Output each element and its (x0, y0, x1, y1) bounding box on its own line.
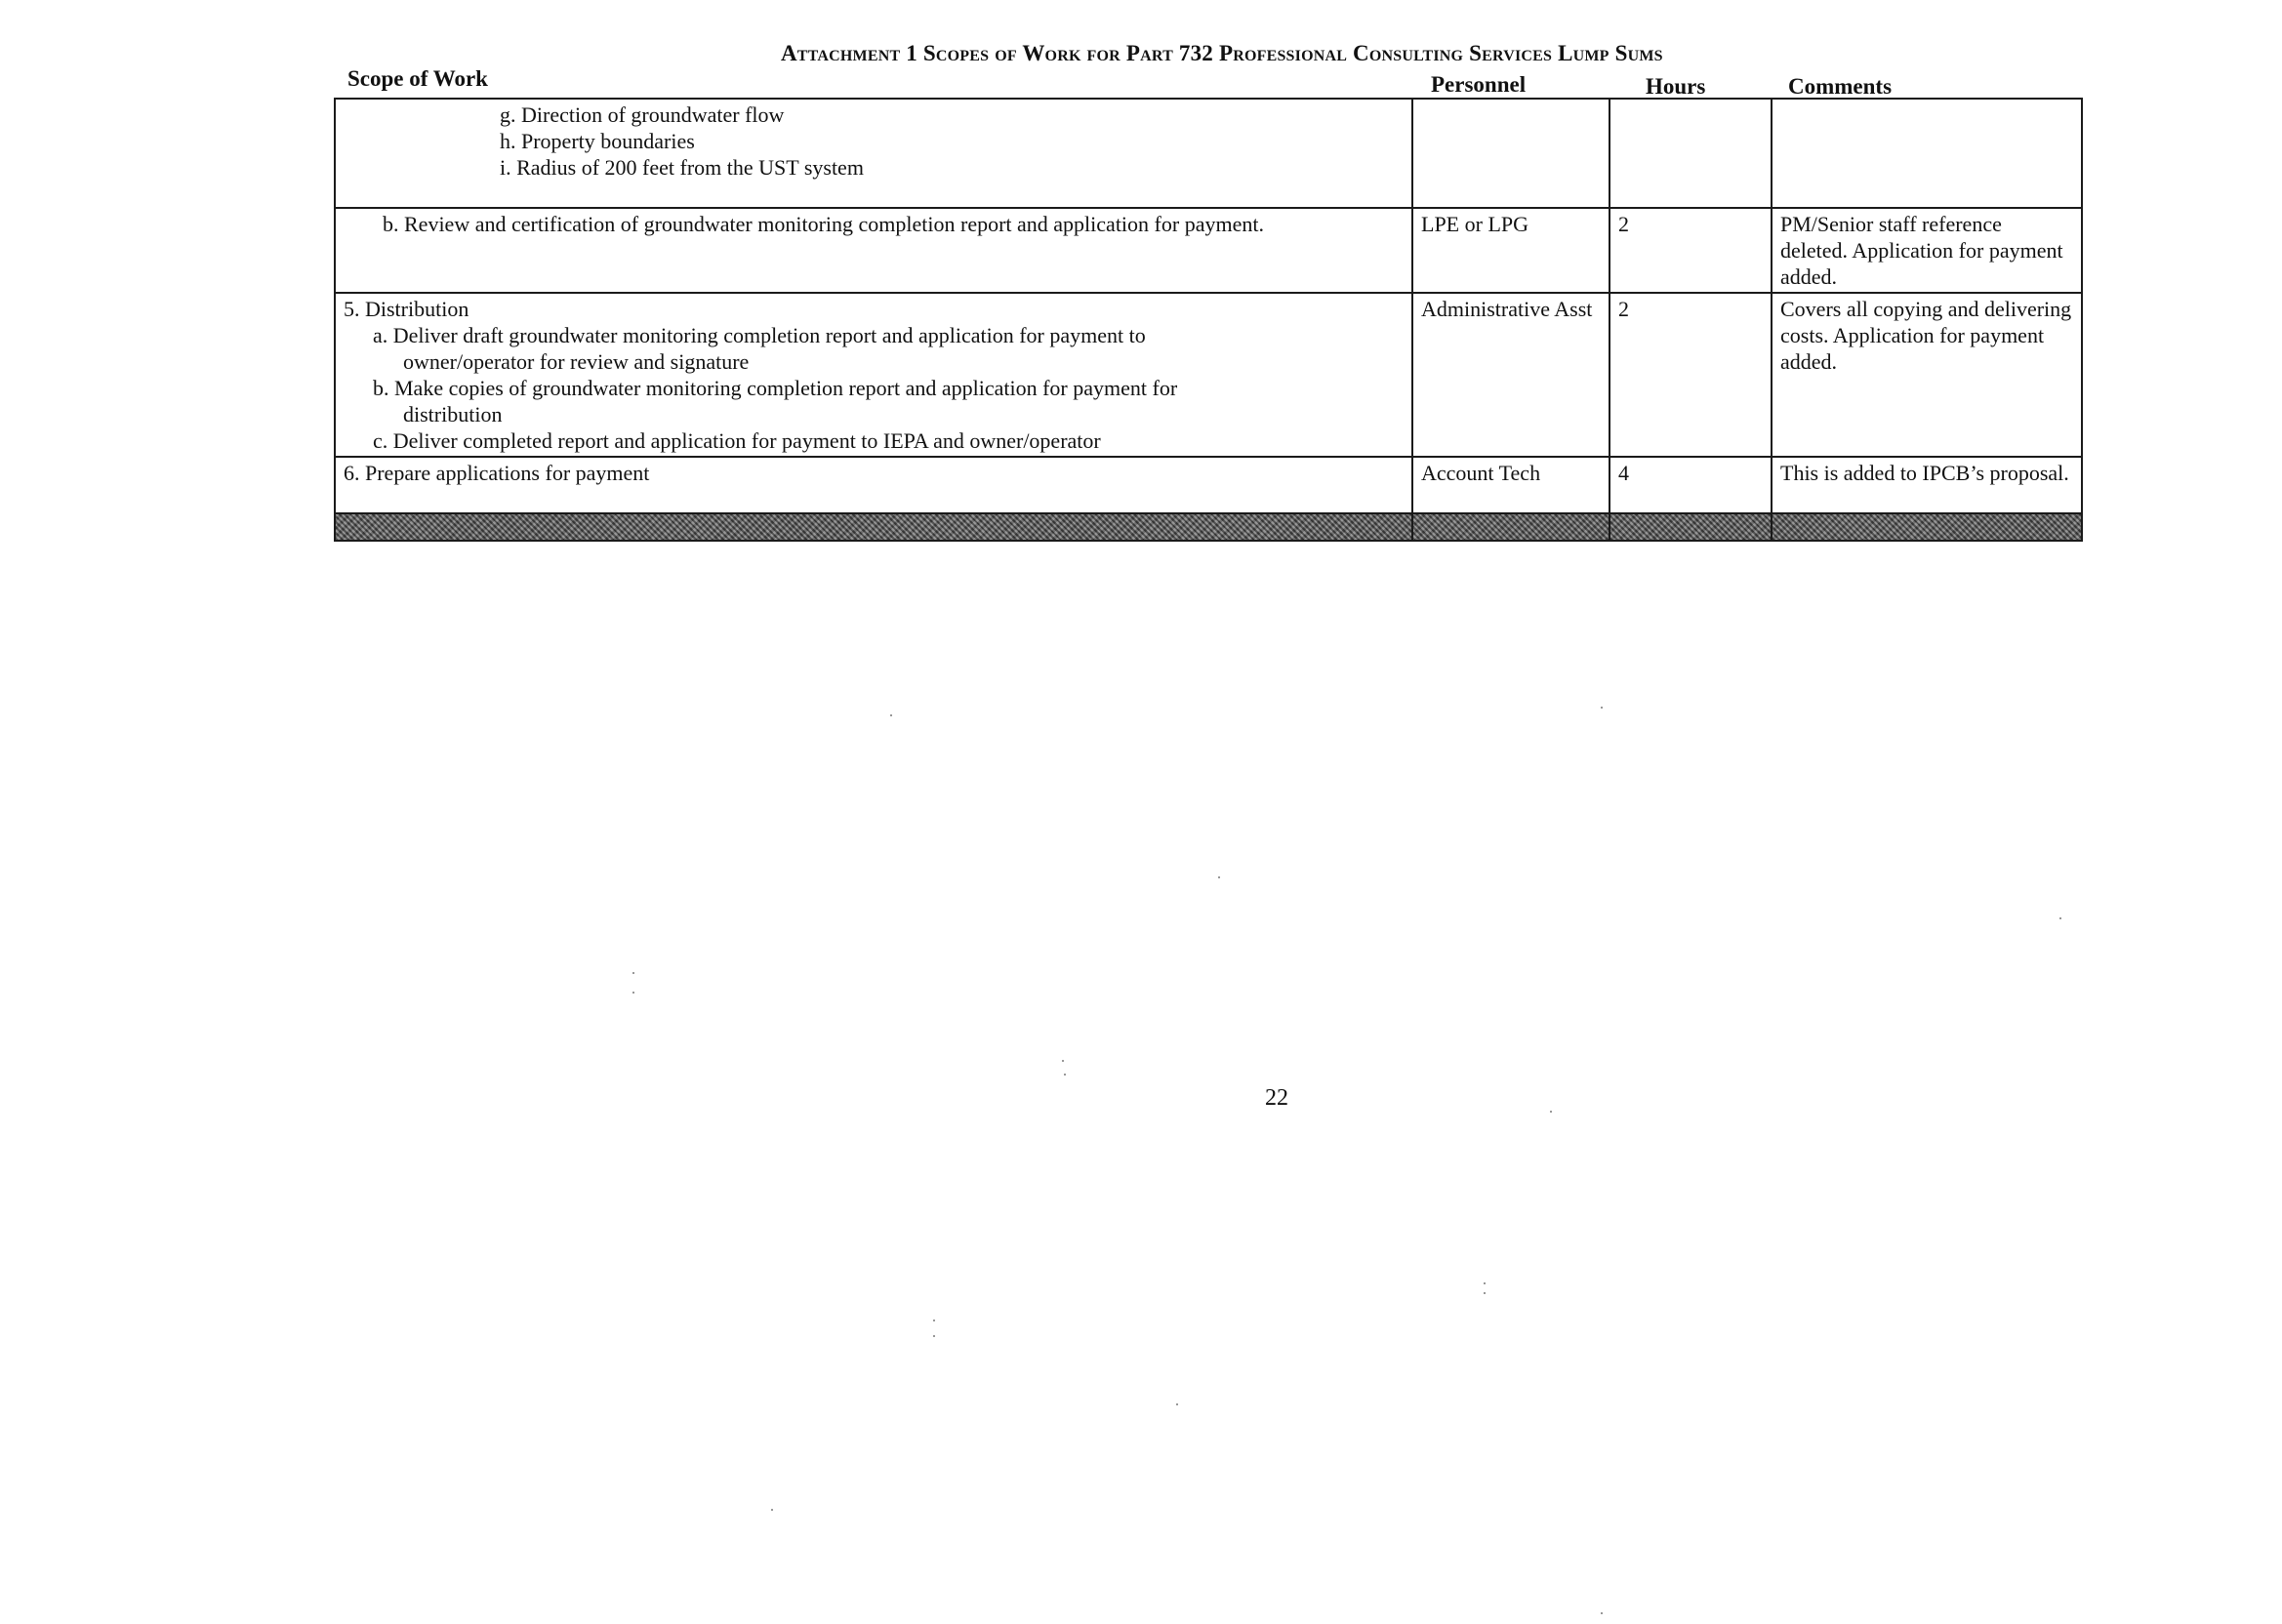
personnel-cell: LPE or LPG (1412, 208, 1610, 293)
shaded-cell (335, 513, 1412, 541)
scope-item-g: g. Direction of groundwater flow (500, 102, 785, 127)
scan-speck (1176, 1403, 1178, 1405)
scan-speck (1550, 1111, 1552, 1113)
column-header-comments: Comments (1788, 74, 1893, 99)
scan-speck (1062, 1060, 1064, 1062)
scope-item-distribution: 5. Distribution (344, 297, 469, 321)
scan-speck (1484, 1282, 1486, 1284)
hours-cell (1610, 99, 1772, 208)
page-number: 22 (1265, 1085, 1288, 1111)
scan-speck (2059, 917, 2061, 919)
hours-cell: 4 (1610, 457, 1772, 513)
table-row (335, 293, 2082, 457)
column-header-scope: Scope of Work (347, 66, 488, 91)
scope-cell (335, 208, 1412, 293)
shaded-cell (1412, 513, 1610, 541)
scan-speck (1484, 1292, 1486, 1294)
scope-item-make-copies-cont: distribution (403, 402, 503, 426)
comments-cell (1772, 99, 2082, 208)
scan-speck (1601, 1612, 1603, 1614)
scope-item-deliver-draft-cont: owner/operator for review and signature (403, 349, 750, 374)
scope-cell (335, 99, 1412, 208)
scope-item-i: i. Radius of 200 feet from the UST system (500, 155, 864, 180)
scan-speck (1218, 876, 1220, 878)
table-row (335, 457, 2082, 513)
shaded-row (335, 513, 2082, 541)
scope-item-prepare-applications: 6. Prepare applications for payment (344, 461, 650, 485)
page-title: Attachment 1 Scopes of Work for Part 732 Professional Consulting Services Lump Sums (781, 41, 1663, 65)
comments-cell: Covers all copying and delivering costs. Application for payment added. (1772, 293, 2082, 457)
scope-item-h: h. Property boundaries (500, 129, 695, 153)
scope-cell (335, 293, 1412, 457)
scope-item-review: b. Review and certification of groundwater monitoring completion report and application for payment. (383, 212, 1264, 236)
shaded-cell (1772, 513, 2082, 541)
scan-speck (632, 992, 634, 994)
table-row (335, 99, 2082, 208)
scan-speck (1601, 707, 1603, 709)
scan-speck (632, 972, 634, 974)
scope-item-deliver-completed: c. Deliver completed report and application for payment to IEPA and owner/operator (373, 428, 1101, 453)
scan-speck (771, 1509, 773, 1511)
column-header-personnel: Personnel (1431, 72, 1527, 97)
scan-speck (890, 714, 892, 716)
table-row (335, 208, 2082, 293)
shaded-cell (1610, 513, 1772, 541)
scan-speck (1064, 1074, 1066, 1076)
scan-speck (933, 1320, 935, 1321)
hours-cell: 2 (1610, 208, 1772, 293)
personnel-cell: Administrative Asst (1412, 293, 1610, 457)
comments-cell: This is added to IPCB’s proposal. (1772, 457, 2082, 513)
comments-cell: PM/Senior staff reference deleted. Application for payment added. (1772, 208, 2082, 293)
scope-of-work-table (334, 98, 2083, 542)
scope-item-deliver-draft: a. Deliver draft groundwater monitoring completion report and application for payment to (373, 323, 1146, 347)
scope-cell (335, 457, 1412, 513)
column-header-hours: Hours (1646, 74, 1706, 99)
hours-cell: 2 (1610, 293, 1772, 457)
scope-item-make-copies: b. Make copies of groundwater monitoring completion report and application for payment for (373, 376, 1178, 400)
scan-speck (933, 1335, 935, 1337)
personnel-cell (1412, 99, 1610, 208)
personnel-cell: Account Tech (1412, 457, 1610, 513)
